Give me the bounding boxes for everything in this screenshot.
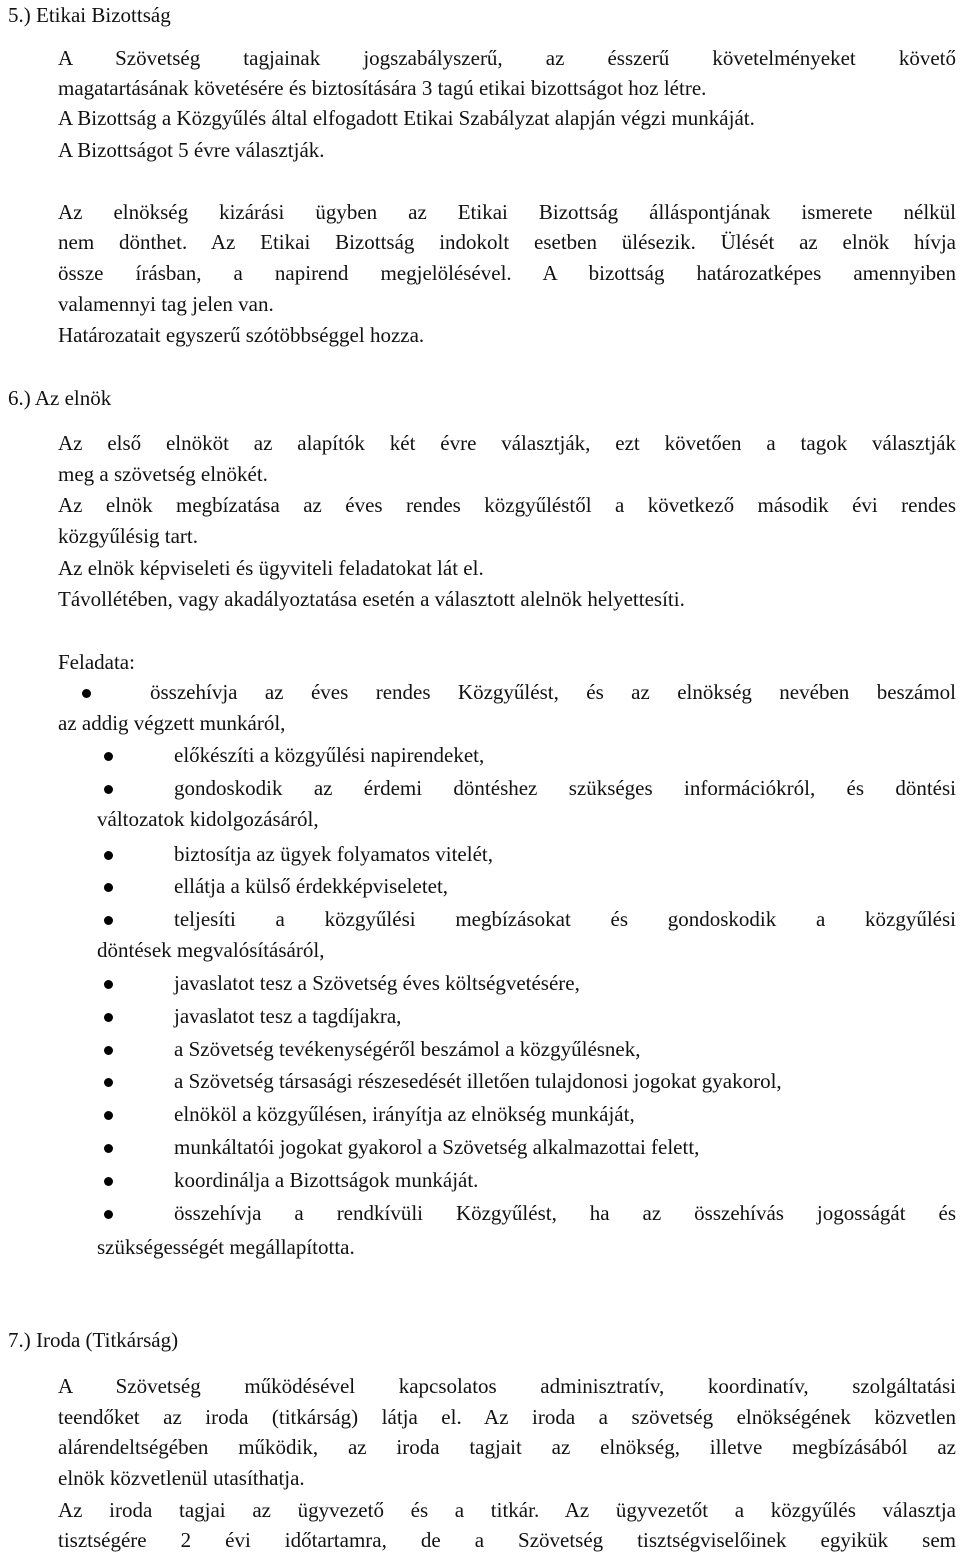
bullet-icon bbox=[104, 980, 113, 989]
section-5-text-line: valamennyi tag jelen van. bbox=[58, 292, 274, 316]
section-5-text-line: Az elnökség kizárási ügyben az Etikai Bizottság álláspontjának ismerete nélkül bbox=[58, 200, 956, 224]
section-6-text-line: Az elnök megbízatása az éves rendes közgyűléstől a következő második évi rendes bbox=[58, 493, 956, 517]
task-text-line: ellátja a külső érdekképviseletet, bbox=[174, 874, 449, 898]
task-text-line: szükségességét megállapította. bbox=[97, 1235, 355, 1259]
section-7-text-line: elnök közvetlenül utasíthatja. bbox=[58, 1466, 305, 1490]
task-text-line: előkészíti a közgyűlési napirendeket, bbox=[174, 743, 485, 767]
task-text-line: biztosítja az ügyek folyamatos vitelét, bbox=[174, 842, 493, 866]
task-text-line: döntések megvalósításáról, bbox=[97, 938, 325, 962]
task-text-line: elnököl a közgyűlésen, irányítja az elnökség munkáját, bbox=[174, 1102, 635, 1126]
section-5-text-line: Határozatait egyszerű szótöbbséggel hozza. bbox=[58, 323, 425, 347]
task-text-line: összehívja a rendkívüli Közgyűlést, ha az összehívás jogosságát és bbox=[174, 1201, 956, 1225]
section-5-heading: 5.) Etikai Bizottság bbox=[8, 3, 171, 27]
section-6-text-line: Távollétében, vagy akadályoztatása esetén a választott alelnök helyettesíti. bbox=[58, 587, 685, 611]
section-6-text-line: Az első elnököt az alapítók két évre választják, ezt követően a tagok választják bbox=[58, 431, 956, 455]
task-text-line: munkáltatói jogokat gyakorol a Szövetség alkalmazottai felett, bbox=[174, 1135, 700, 1159]
bullet-icon bbox=[104, 883, 113, 892]
section-6-text-line: Az elnök képviseleti és ügyviteli feladatokat lát el. bbox=[58, 556, 484, 580]
bullet-icon bbox=[104, 916, 113, 925]
bullet-icon bbox=[104, 1177, 113, 1186]
section-6-heading: 6.) Az elnök bbox=[8, 386, 112, 410]
section-5-text-line: A Bizottságot 5 évre választják. bbox=[58, 138, 325, 162]
task-text-line: változatok kidolgozásáról, bbox=[97, 807, 319, 831]
section-7-text-line: Az iroda tagjai az ügyvezető és a titkár. Az ügyvezetőt a közgyűlés választja bbox=[58, 1498, 956, 1522]
task-text-line: javaslatot tesz a Szövetség éves költségvetésére, bbox=[174, 971, 580, 995]
task-text-line: a Szövetség tevékenységéről beszámol a közgyűlésnek, bbox=[174, 1037, 641, 1061]
section-7-text-line: teendőket az iroda (titkárság) látja el. Az iroda a szövetség elnökségének közvetlen bbox=[58, 1405, 956, 1429]
bullet-icon bbox=[104, 1046, 113, 1055]
section-5-text-line: nem dönthet. Az Etikai Bizottság indokolt esetben ülésezik. Ülését az elnök hívja bbox=[58, 230, 956, 254]
bullet-icon bbox=[104, 752, 113, 761]
section-5-text-line: A Szövetség tagjainak jogszabályszerű, az ésszerű követelményeket követő bbox=[58, 46, 956, 70]
section-5-text-line: A Bizottság a Közgyűlés által elfogadott Etikai Szabályzat alapján végzi munkáját. bbox=[58, 106, 755, 130]
bullet-icon bbox=[104, 851, 113, 860]
section-6-text-line: meg a szövetség elnökét. bbox=[58, 462, 268, 486]
bullet-icon bbox=[104, 1210, 113, 1219]
task-text-line: koordinálja a Bizottságok munkáját. bbox=[174, 1168, 479, 1192]
section-5-text-line: magatartásának követésére és biztosítására 3 tagú etikai bizottságot hoz létre. bbox=[58, 76, 707, 100]
task-text-line: összehívja az éves rendes Közgyűlést, és az elnökség nevében beszámol bbox=[150, 680, 956, 704]
section-7-text-line: A Szövetség működésével kapcsolatos adminisztratív, koordinatív, szolgáltatási bbox=[58, 1374, 956, 1398]
bullet-icon bbox=[104, 1111, 113, 1120]
bullet-icon bbox=[82, 689, 91, 698]
bullet-icon bbox=[104, 1144, 113, 1153]
task-text-line: a Szövetség társasági részesedését illetően tulajdonosi jogokat gyakorol, bbox=[174, 1069, 782, 1093]
task-text-line: az addig végzett munkáról, bbox=[58, 711, 286, 735]
section-7-text-line: alárendeltségében működik, az iroda tagjait az elnökség, illetve megbízásából az bbox=[58, 1435, 956, 1459]
section-5-text-line: össze írásban, a napirend megjelölésével. A bizottság határozatképes amennyiben bbox=[58, 261, 956, 285]
tasks-label: Feladata: bbox=[58, 650, 135, 674]
task-text-line: gondoskodik az érdemi döntéshez szükséges információkról, és döntési bbox=[174, 776, 956, 800]
task-text-line: javaslatot tesz a tagdíjakra, bbox=[174, 1004, 402, 1028]
section-7-text-line: tisztségére 2 évi időtartamra, de a Szövetség tisztségviselőinek egyikük sem bbox=[58, 1528, 956, 1552]
task-text-line: teljesíti a közgyűlési megbízásokat és gondoskodik a közgyűlési bbox=[174, 907, 956, 931]
section-6-text-line: közgyűlésig tart. bbox=[58, 524, 198, 548]
bullet-icon bbox=[104, 1013, 113, 1022]
section-7-heading: 7.) Iroda (Titkárság) bbox=[8, 1328, 179, 1352]
bullet-icon bbox=[104, 785, 113, 794]
bullet-icon bbox=[104, 1078, 113, 1087]
